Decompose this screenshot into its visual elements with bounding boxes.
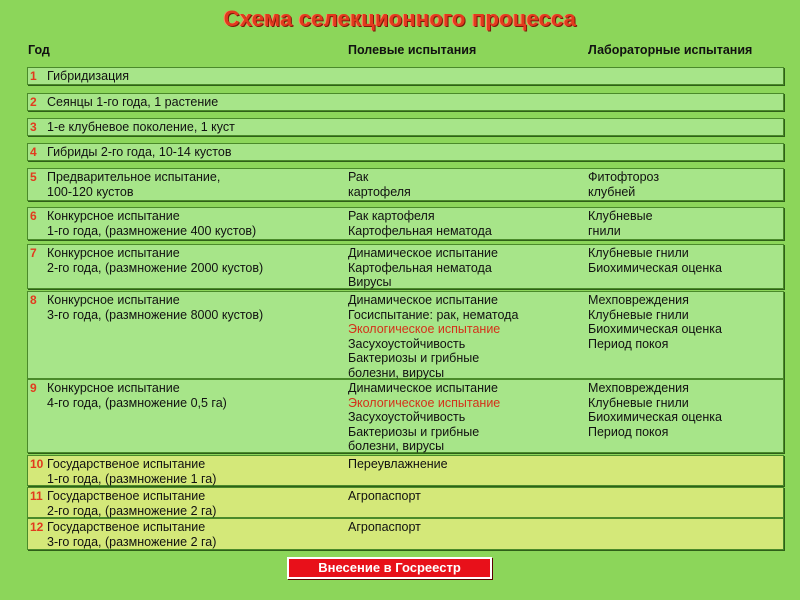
- field-line: Рак картофеля: [348, 209, 435, 223]
- lab-line: Фитофтороз: [588, 170, 660, 184]
- year-line: 1-е клубневое поколение, 1 куст: [47, 120, 235, 134]
- lab-line: Период покоя: [588, 336, 669, 351]
- row-number: 11: [30, 489, 43, 503]
- year-line: 1-го года, (размножение 400 кустов): [47, 223, 257, 238]
- field-cell: [348, 520, 588, 535]
- field-line: Засухоустойчивость: [348, 336, 466, 351]
- row-number: 5: [30, 170, 37, 184]
- year-line: Конкурсное испытание: [47, 209, 180, 223]
- year-line: 3-го года, (размножение 8000 кустов): [47, 307, 264, 322]
- field-line: болезни, вирусы: [348, 439, 445, 453]
- year-line: 4-го года, (размножение 0,5 га): [47, 395, 227, 410]
- field-line: Агропаспорт: [348, 520, 421, 534]
- year-cell: [47, 120, 747, 135]
- table-row-7: [27, 244, 784, 289]
- year-cell: [47, 293, 347, 322]
- row-number: 2: [30, 95, 37, 109]
- page-title: Схема селекционного процесса: [223, 6, 577, 31]
- year-cell: [47, 489, 347, 518]
- field-line: Бактериозы и грибные: [348, 351, 480, 365]
- lab-line: Клубневые гнили: [588, 246, 689, 260]
- field-line: Картофельная нематода: [348, 260, 492, 275]
- table-row-2: [27, 93, 784, 111]
- table-row-8: [27, 291, 784, 379]
- lab-line: Биохимическая оценка: [588, 322, 722, 336]
- year-line: 3-го года, (размножение 2 га): [47, 534, 217, 549]
- lab-cell: [588, 246, 778, 275]
- year-line: Конкурсное испытание: [47, 381, 180, 395]
- year-cell: [47, 209, 347, 238]
- field-line: картофеля: [348, 184, 411, 199]
- row-number: 6: [30, 209, 37, 223]
- table-row-4: [27, 143, 784, 161]
- table-row-10: [27, 455, 784, 486]
- row-number: 4: [30, 145, 37, 159]
- table-row-12: [27, 518, 784, 550]
- year-cell: [47, 170, 347, 199]
- lab-line: Клубневые гнили: [588, 307, 689, 322]
- field-line: Переувлажнение: [348, 457, 448, 471]
- header-field: Полевые испытания: [348, 43, 477, 57]
- year-line: Конкурсное испытание: [47, 293, 180, 307]
- gosreestr-button[interactable]: Внесение в Госреестр: [287, 557, 492, 579]
- year-cell: [47, 145, 747, 160]
- lab-line: Биохимическая оценка: [588, 410, 722, 424]
- lab-cell: [588, 170, 778, 199]
- table-row-11: [27, 487, 784, 518]
- field-line: Динамическое испытание: [348, 293, 498, 307]
- year-cell: [47, 95, 747, 110]
- year-line: Сеянцы 1-го года, 1 растение: [47, 95, 219, 109]
- year-cell: [47, 381, 347, 410]
- field-line: Динамическое испытание: [348, 246, 498, 260]
- year-line: Государственое испытание: [47, 457, 206, 471]
- field-line: болезни, вирусы: [348, 365, 445, 380]
- year-line: 100-120 кустов: [47, 184, 134, 199]
- row-number: 12: [30, 520, 44, 534]
- year-cell: [47, 246, 347, 275]
- lab-line: Мехповреждения: [588, 293, 689, 307]
- year-line: Государственое испытание: [47, 520, 206, 534]
- lab-line: гнили: [588, 223, 621, 238]
- year-cell: [47, 520, 347, 549]
- header-lab: Лабораторные испытания: [588, 43, 753, 57]
- row-number: 9: [30, 381, 37, 395]
- field-line: Вирусы: [348, 275, 392, 289]
- field-line: Динамическое испытание: [348, 381, 498, 395]
- table-header: [28, 43, 788, 59]
- table-row-1: [27, 67, 784, 85]
- field-line: Агропаспорт: [348, 489, 421, 503]
- year-line: Конкурсное испытание: [47, 246, 180, 260]
- field-cell: [348, 457, 588, 472]
- field-cell: [348, 293, 588, 380]
- table-row-3: [27, 118, 784, 136]
- lab-cell: [588, 209, 778, 238]
- year-line: 1-го года, (размножение 1 га): [47, 471, 217, 486]
- lab-cell: [588, 381, 778, 439]
- table-row-9: [27, 379, 784, 453]
- year-line: Государственое испытание: [47, 489, 206, 503]
- field-cell: [348, 170, 588, 199]
- field-cell: [348, 489, 588, 504]
- year-line: 2-го года, (размножение 2 га): [47, 503, 217, 518]
- year-line: Гибридизация: [47, 69, 130, 83]
- field-line: Засухоустойчивость: [348, 410, 466, 424]
- year-cell: [47, 69, 747, 84]
- lab-line: Мехповреждения: [588, 381, 689, 395]
- row-number: 3: [30, 120, 37, 134]
- lab-line: Клубневые гнили: [588, 395, 689, 410]
- lab-cell: [588, 293, 778, 351]
- year-line: Предварительное испытание,: [47, 170, 221, 184]
- field-line: Бактериозы и грибные: [348, 424, 480, 439]
- row-number: 1: [30, 69, 37, 83]
- lab-line: Период покоя: [588, 424, 669, 439]
- lab-line: Биохимическая оценка: [588, 260, 722, 275]
- field-cell: [348, 381, 588, 454]
- field-cell: [348, 246, 588, 290]
- header-year: Год: [28, 43, 50, 57]
- row-number: 8: [30, 293, 37, 307]
- field-line-ecological: Экологическое испытание: [348, 395, 501, 410]
- lab-line: клубней: [588, 184, 636, 199]
- field-line: Госиспытание: рак, нематода: [348, 307, 519, 322]
- row-number: 10: [30, 457, 44, 471]
- table-row-6: [27, 207, 784, 240]
- year-line: Гибриды 2-го года, 10-14 кустов: [47, 145, 232, 159]
- row-number: 7: [30, 246, 37, 260]
- field-line-ecological: Экологическое испытание: [348, 322, 501, 336]
- year-cell: [47, 457, 347, 486]
- field-line: Рак: [348, 170, 369, 184]
- year-line: 2-го года, (размножение 2000 кустов): [47, 260, 264, 275]
- field-line: Картофельная нематода: [348, 223, 492, 238]
- field-cell: [348, 209, 588, 238]
- table-row-5: [27, 168, 784, 201]
- lab-line: Клубневые: [588, 209, 653, 223]
